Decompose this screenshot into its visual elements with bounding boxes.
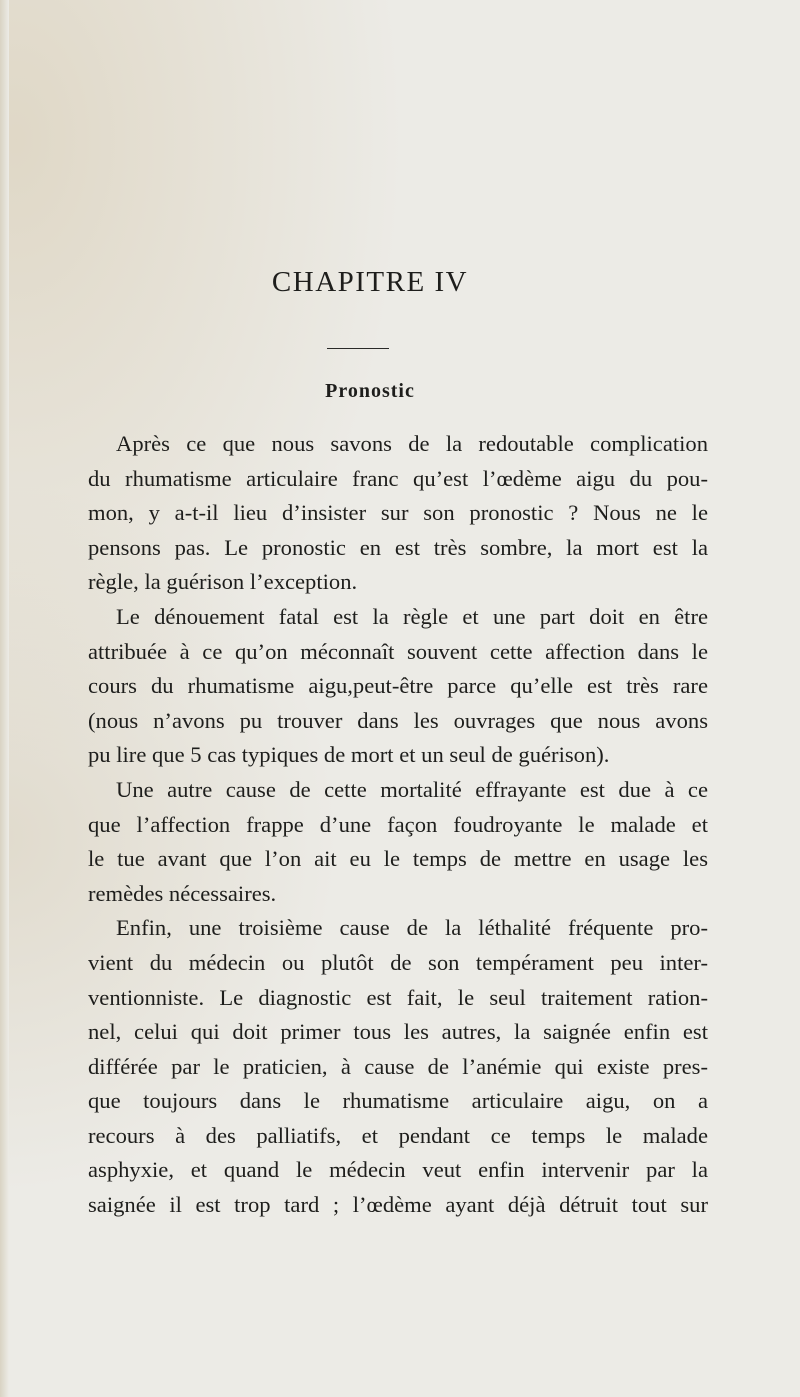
text-line: mon, y a-t-il lieu d’insister sur son pronostic ? Nous ne le (88, 500, 708, 526)
title-divider (327, 348, 389, 349)
page-edge-shadow (0, 0, 9, 1397)
text-line: le tue avant que l’on ait eu le temps de mettre en usage les (88, 846, 708, 872)
text-line: Le dénouement fatal est la règle et une part doit en être (116, 603, 708, 629)
text-line: Après ce que nous savons de la redoutable complication (116, 431, 708, 456)
text-line: du rhumatisme articulaire franc qu’est l’œdème aigu du pou- (88, 465, 708, 491)
text-line: recours à des palliatifs, et pendant ce temps le malade (88, 1122, 708, 1148)
text-line: cours du rhumatisme aigu,peut-être parce qu’elle est très rare (88, 673, 708, 699)
text-line: saignée il est trop tard ; l’œdème ayant déjà détruit tout sur (88, 1192, 708, 1218)
chapter-title: CHAPITRE IV (271, 266, 469, 298)
text-line: asphyxie, et quand le médecin veut enfin intervenir par la (88, 1157, 708, 1183)
text-line: règle, la guérison l’exception. (88, 569, 358, 595)
text-line: que toujours dans le rhumatisme articulaire aigu, on a (88, 1088, 708, 1114)
text-line: ventionniste. Le diagnostic est fait, le seul traitement ration- (88, 984, 708, 1010)
text-line: que l’affection frappe d’une façon foudroyante le malade et (88, 811, 708, 837)
text-line: Enfin, une troisième cause de la léthalité fréquente pro- (116, 915, 708, 941)
text-line: vient du médecin ou plutôt de son tempérament peu inter- (88, 949, 708, 975)
text-line: pensons pas. Le pronostic en est très sombre, la mort est la (88, 534, 708, 560)
text-line: Une autre cause de cette mortalité effrayante est due à ce (116, 776, 708, 802)
text-line: nel, celui qui doit primer tous les autres, la saignée enfin est (88, 1019, 708, 1045)
text-line: attribuée à ce qu’on méconnaît souvent cette affection dans le (88, 638, 708, 664)
section-title: Pronostic (325, 380, 415, 402)
text-line: différée par le praticien, à cause de l’anémie qui existe pres- (88, 1053, 708, 1079)
text-line: pu lire que 5 cas typiques de mort et un seul de guérison). (88, 742, 610, 768)
text-line: remèdes nécessaires. (88, 880, 277, 906)
body-text (88, 427, 708, 1223)
text-line: (nous n’avons pu trouver dans les ouvrages que nous avons (88, 707, 708, 733)
